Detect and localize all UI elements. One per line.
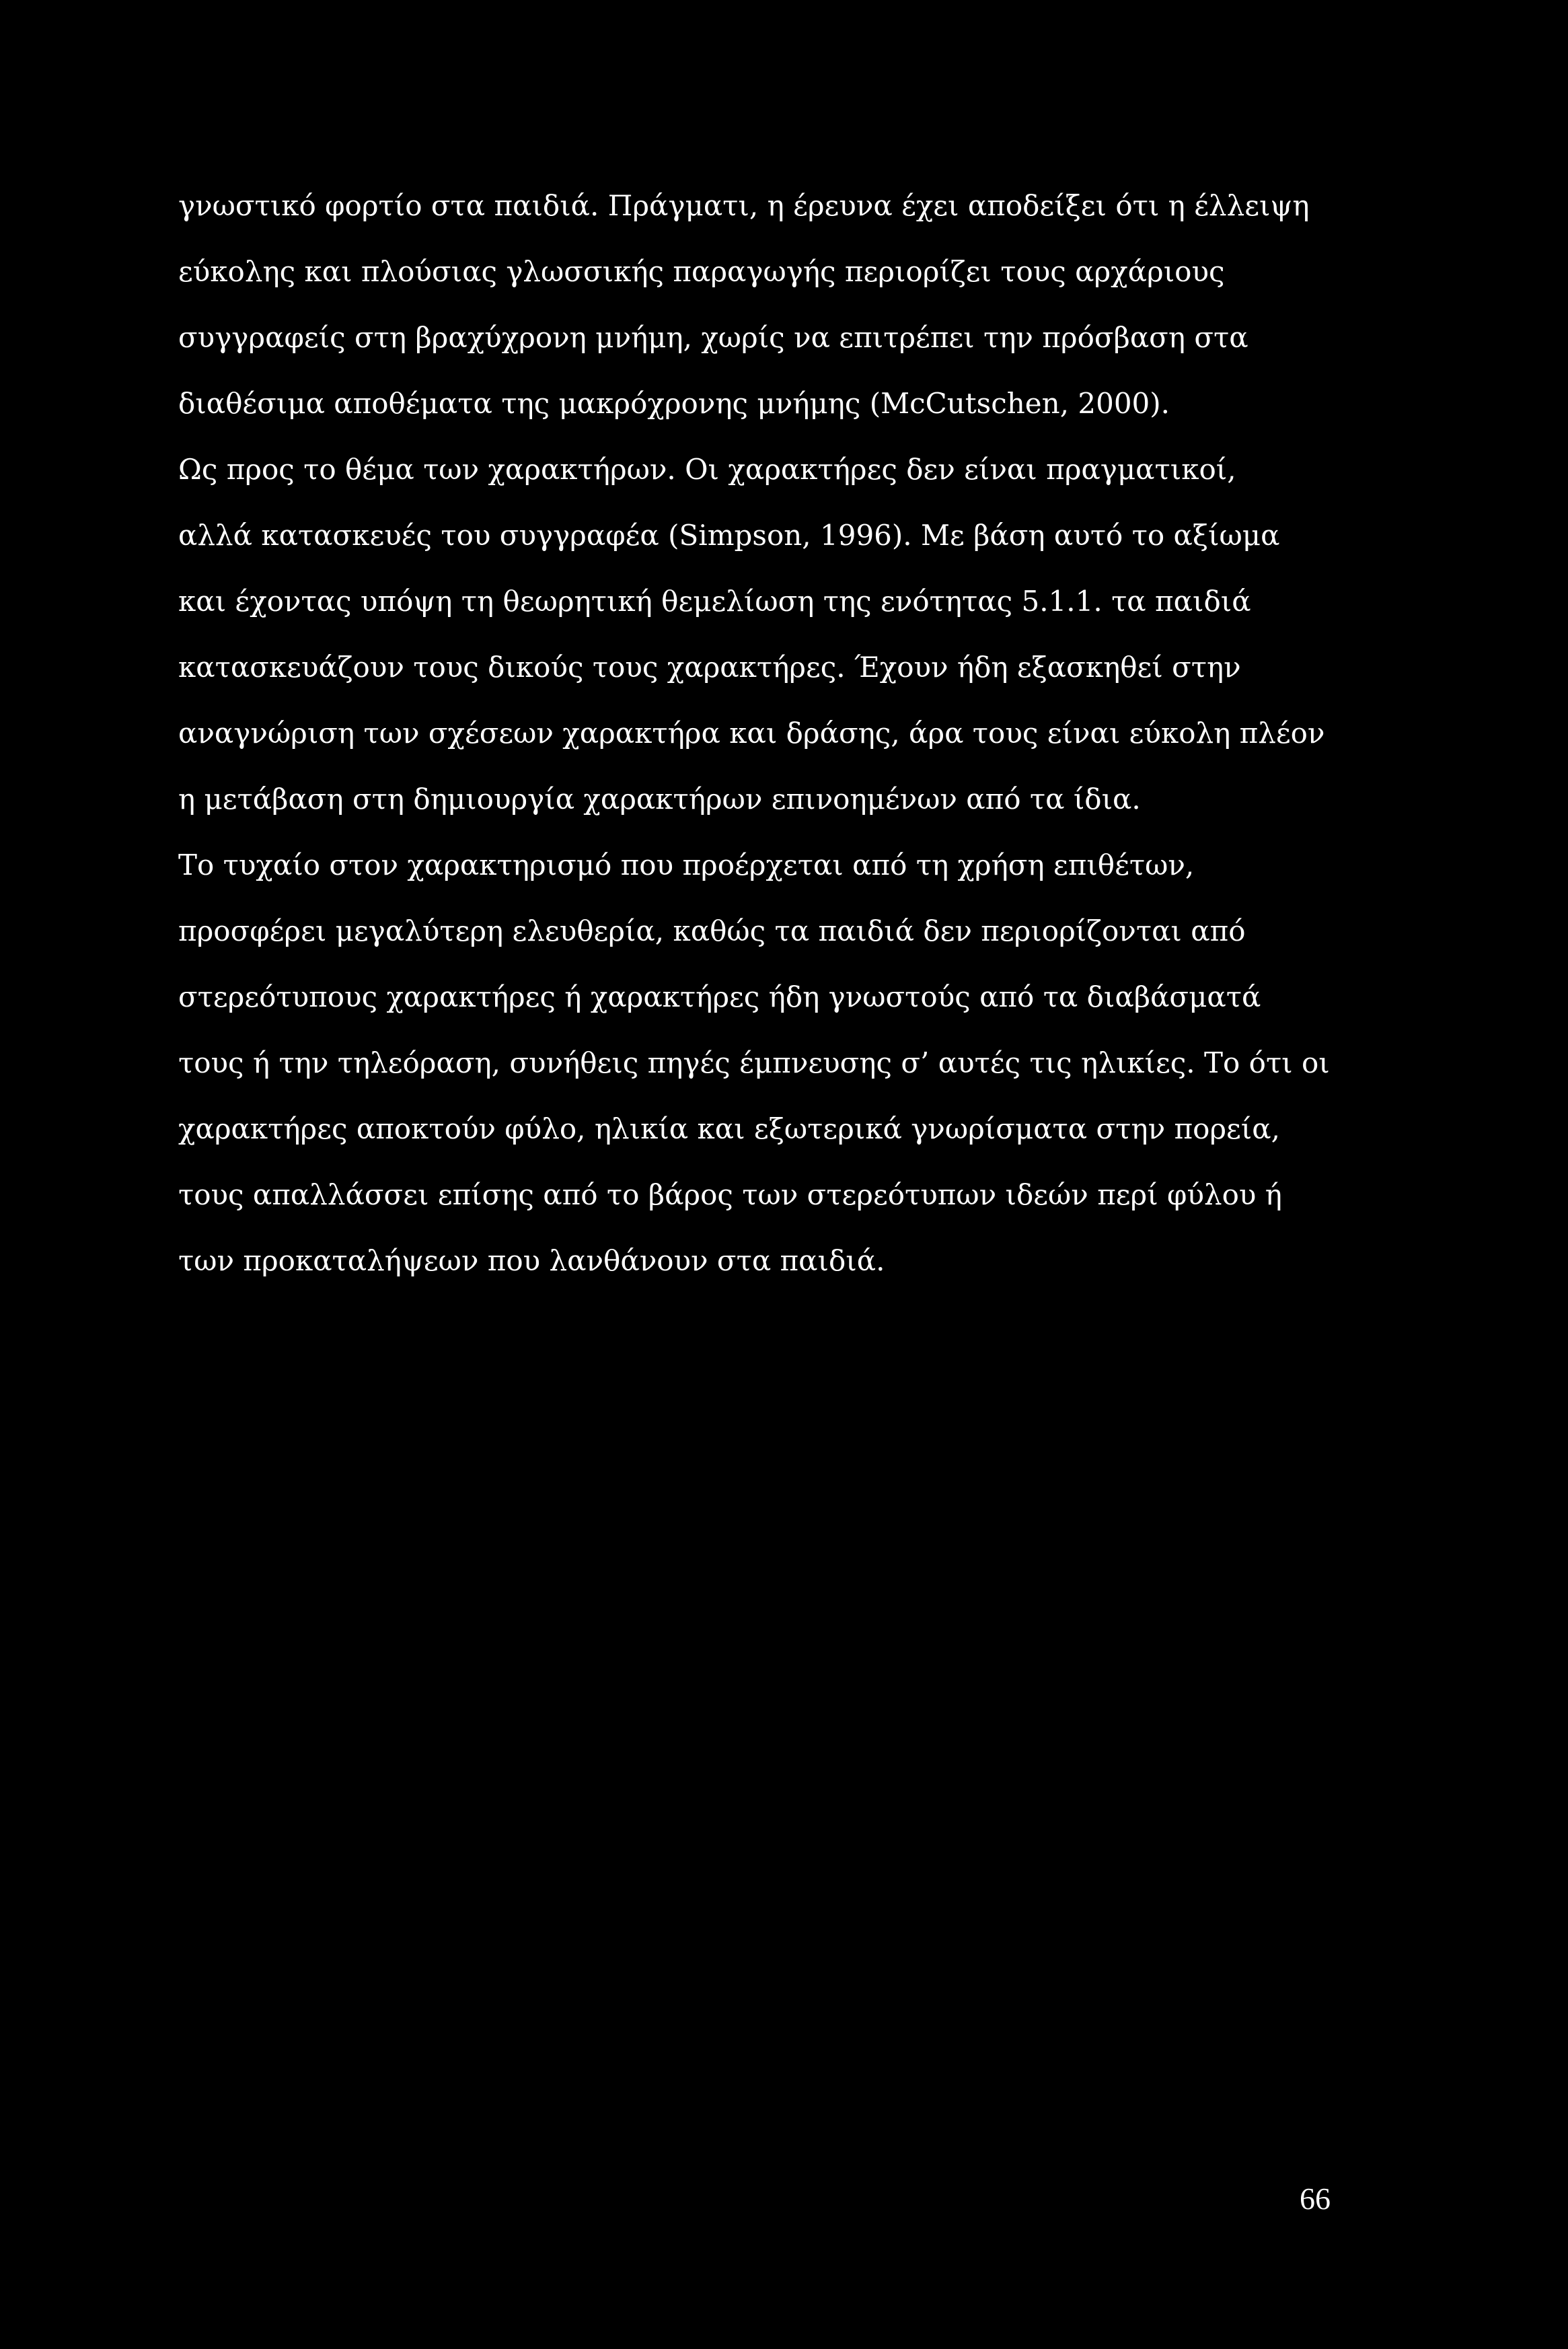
- text-line: τους απαλλάσσει επίσης από το βάρος των στερεότυπων ιδεών περί φύλου ή: [178, 1178, 1282, 1211]
- text-line: Το τυχαίο στον χαρακτηρισμό που προέρχεται από τη χρήση επιθέτων,: [178, 848, 1195, 881]
- text-line: συγγραφείς στη βραχύχρονη μνήμη, χωρίς να επιτρέπει την πρόσβαση στα: [178, 321, 1248, 354]
- text-line: στερεότυπους χαρακτήρες ή χαρακτήρες ήδη γνωστούς από τα διαβάσματά: [178, 980, 1261, 1013]
- text-line: χαρακτήρες αποκτούν φύλο, ηλικία και εξωτερικά γνωρίσματα στην πορεία,: [178, 1112, 1280, 1145]
- text-line: κατασκευάζουν τους δικούς τους χαρακτήρες. Έχουν ήδη εξασκηθεί στην: [178, 651, 1241, 684]
- page-number: 66: [1300, 2181, 1331, 2216]
- text-line: προσφέρει μεγαλύτερη ελευθερία, καθώς τα παιδιά δεν περιορίζονται από: [178, 914, 1246, 947]
- text-line: εύκολης και πλούσιας γλωσσικής παραγωγής περιορίζει τους αρχάριους: [178, 255, 1225, 288]
- text-line: και έχοντας υπόψη τη θεωρητική θεμελίωση της ενότητας 5.1.1. τα παιδιά: [178, 585, 1251, 618]
- text-line: αλλά κατασκευές του συγγραφέα (Simpson, 1996). Με βάση αυτό το αξίωμα: [178, 519, 1280, 552]
- text-line: αναγνώριση των σχέσεων χαρακτήρα και δράσης, άρα τους είναι εύκολη πλέον: [178, 717, 1325, 750]
- text-line: η μετάβαση στη δημιουργία χαρακτήρων επινοημένων από τα ίδια.: [178, 783, 1141, 816]
- body-text: [178, 173, 1376, 1294]
- text-line: των προκαταλήψεων που λανθάνουν στα παιδιά.: [178, 1244, 885, 1277]
- text-line: τους ή την τηλεόραση, συνήθεις πηγές έμπνευσης σ’ αυτές τις ηλικίες. Το ότι οι: [178, 1046, 1330, 1079]
- text-line: Ως προς το θέμα των χαρακτήρων. Οι χαρακτήρες δεν είναι πραγματικοί,: [178, 453, 1236, 486]
- text-line: γνωστικό φορτίο στα παιδιά. Πράγματι, η έρευνα έχει αποδείξει ότι η έλλειψη: [178, 189, 1310, 222]
- text-line: διαθέσιμα αποθέματα της μακρόχρονης μνήμης (McCutschen, 2000).: [178, 387, 1170, 420]
